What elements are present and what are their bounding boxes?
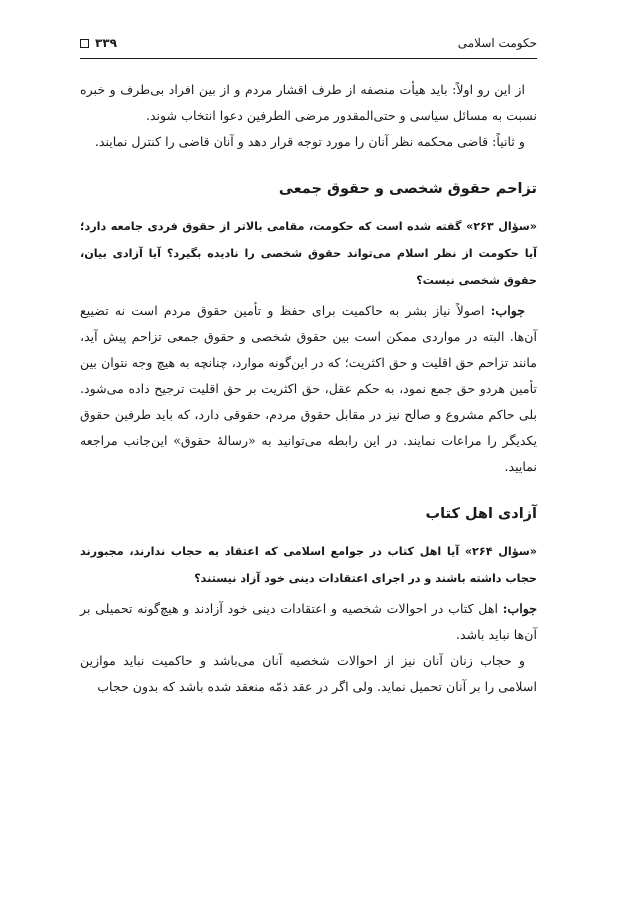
section-heading-rights-conflict: تزاحم حقوق شخصی و حقوق جمعی: [278, 181, 537, 197]
page-number: ۳۳۹: [95, 36, 117, 50]
running-title: حکومت اسلامی: [457, 36, 537, 50]
intro-paragraph-1: از این رو اولاً: باید هیأت منصفه از طرف اقشار مردم و از بین افراد بی‌طرف و خبره نسبت به مسائل سیاسی و حتی‌المقدور مرضی الطرفین دعوا انتخاب شوند.: [80, 82, 537, 123]
answer-label: جواب:: [490, 303, 525, 318]
book-page: [80, 32, 537, 700]
answer-label: جواب:: [502, 601, 537, 616]
answer-263: [80, 298, 537, 480]
page-header: [80, 32, 537, 59]
page-number-group: [80, 36, 117, 50]
question-264: «سؤال ۲۶۴» آیا اهل کتاب در جوامع اسلامی که اعتقاد به حجاب ندارند، مجبورند حجاب داشته باشند و در اجرای اعتقادات دینی خود آزاد نیستند؟: [80, 545, 537, 585]
answer-264-text: اهل کتاب در احوالات شخصیه و اعتقادات دینی خود آزادند و هیچ‌گونه تحمیلی بر آن‌ها نباید باشد.: [80, 601, 537, 642]
paragraph-after-264: و حجاب زنان آنان نیز از احوالات شخصیه آنان می‌باشد و حاکمیت نباید موازین اسلامی را بر آنان تحمیل نماید. ولی اگر در عقد ذمّه منعقد شده باشد که بدون حجاب: [80, 653, 537, 694]
square-bullet-icon: [80, 39, 89, 48]
question-263: «سؤال ۲۶۳» گفته شده است که حکومت، مقامی بالاتر از حقوق فردی جامعه دارد؛ آیا حکومت از نظر اسلام می‌تواند حقوق شخصی را نادیده بگیرد؟ آیا آزادی بیان، حقوق شخصی نیست؟: [80, 220, 537, 287]
answer-263-text: اصولاً نیاز بشر به حاکمیت برای حفظ و تأمین حقوق مردم است نه تضییع آن‌ها. البته در مواردی ممکن است بین حقوق شخصی و حقوق جمعی تزاحم پیش آید، مانند تزاحم حق اقلیت و حق اکثریت؛ که در این‌گونه موارد، چنانچه به هیچ وجه نتوان بین تأمین هردو حق جمع نمود، به حکم عقل، حق اکثریت بر حق اقلیت ترجیح داده می‌شود. بلی حاکم مشروع و صالح نیز در مقابل حقوق مردم، حقوقی دارد، که باید طرفین حقوق یکدیگر را مراعات نمایند. در این رابطه می‌توانید به «رسالهٔ حقوق» این‌جانب مراجعه نمایید.: [80, 303, 537, 474]
answer-264: [80, 596, 537, 648]
intro-paragraph-2: و ثانیاً: قاضی محکمه نظر آنان را مورد توجه قرار دهد و آنان قاضی را کنترل نمایند.: [94, 134, 525, 149]
page-body: [80, 77, 537, 700]
section-heading-people-of-book: آزادی اهل کتاب: [425, 506, 537, 522]
